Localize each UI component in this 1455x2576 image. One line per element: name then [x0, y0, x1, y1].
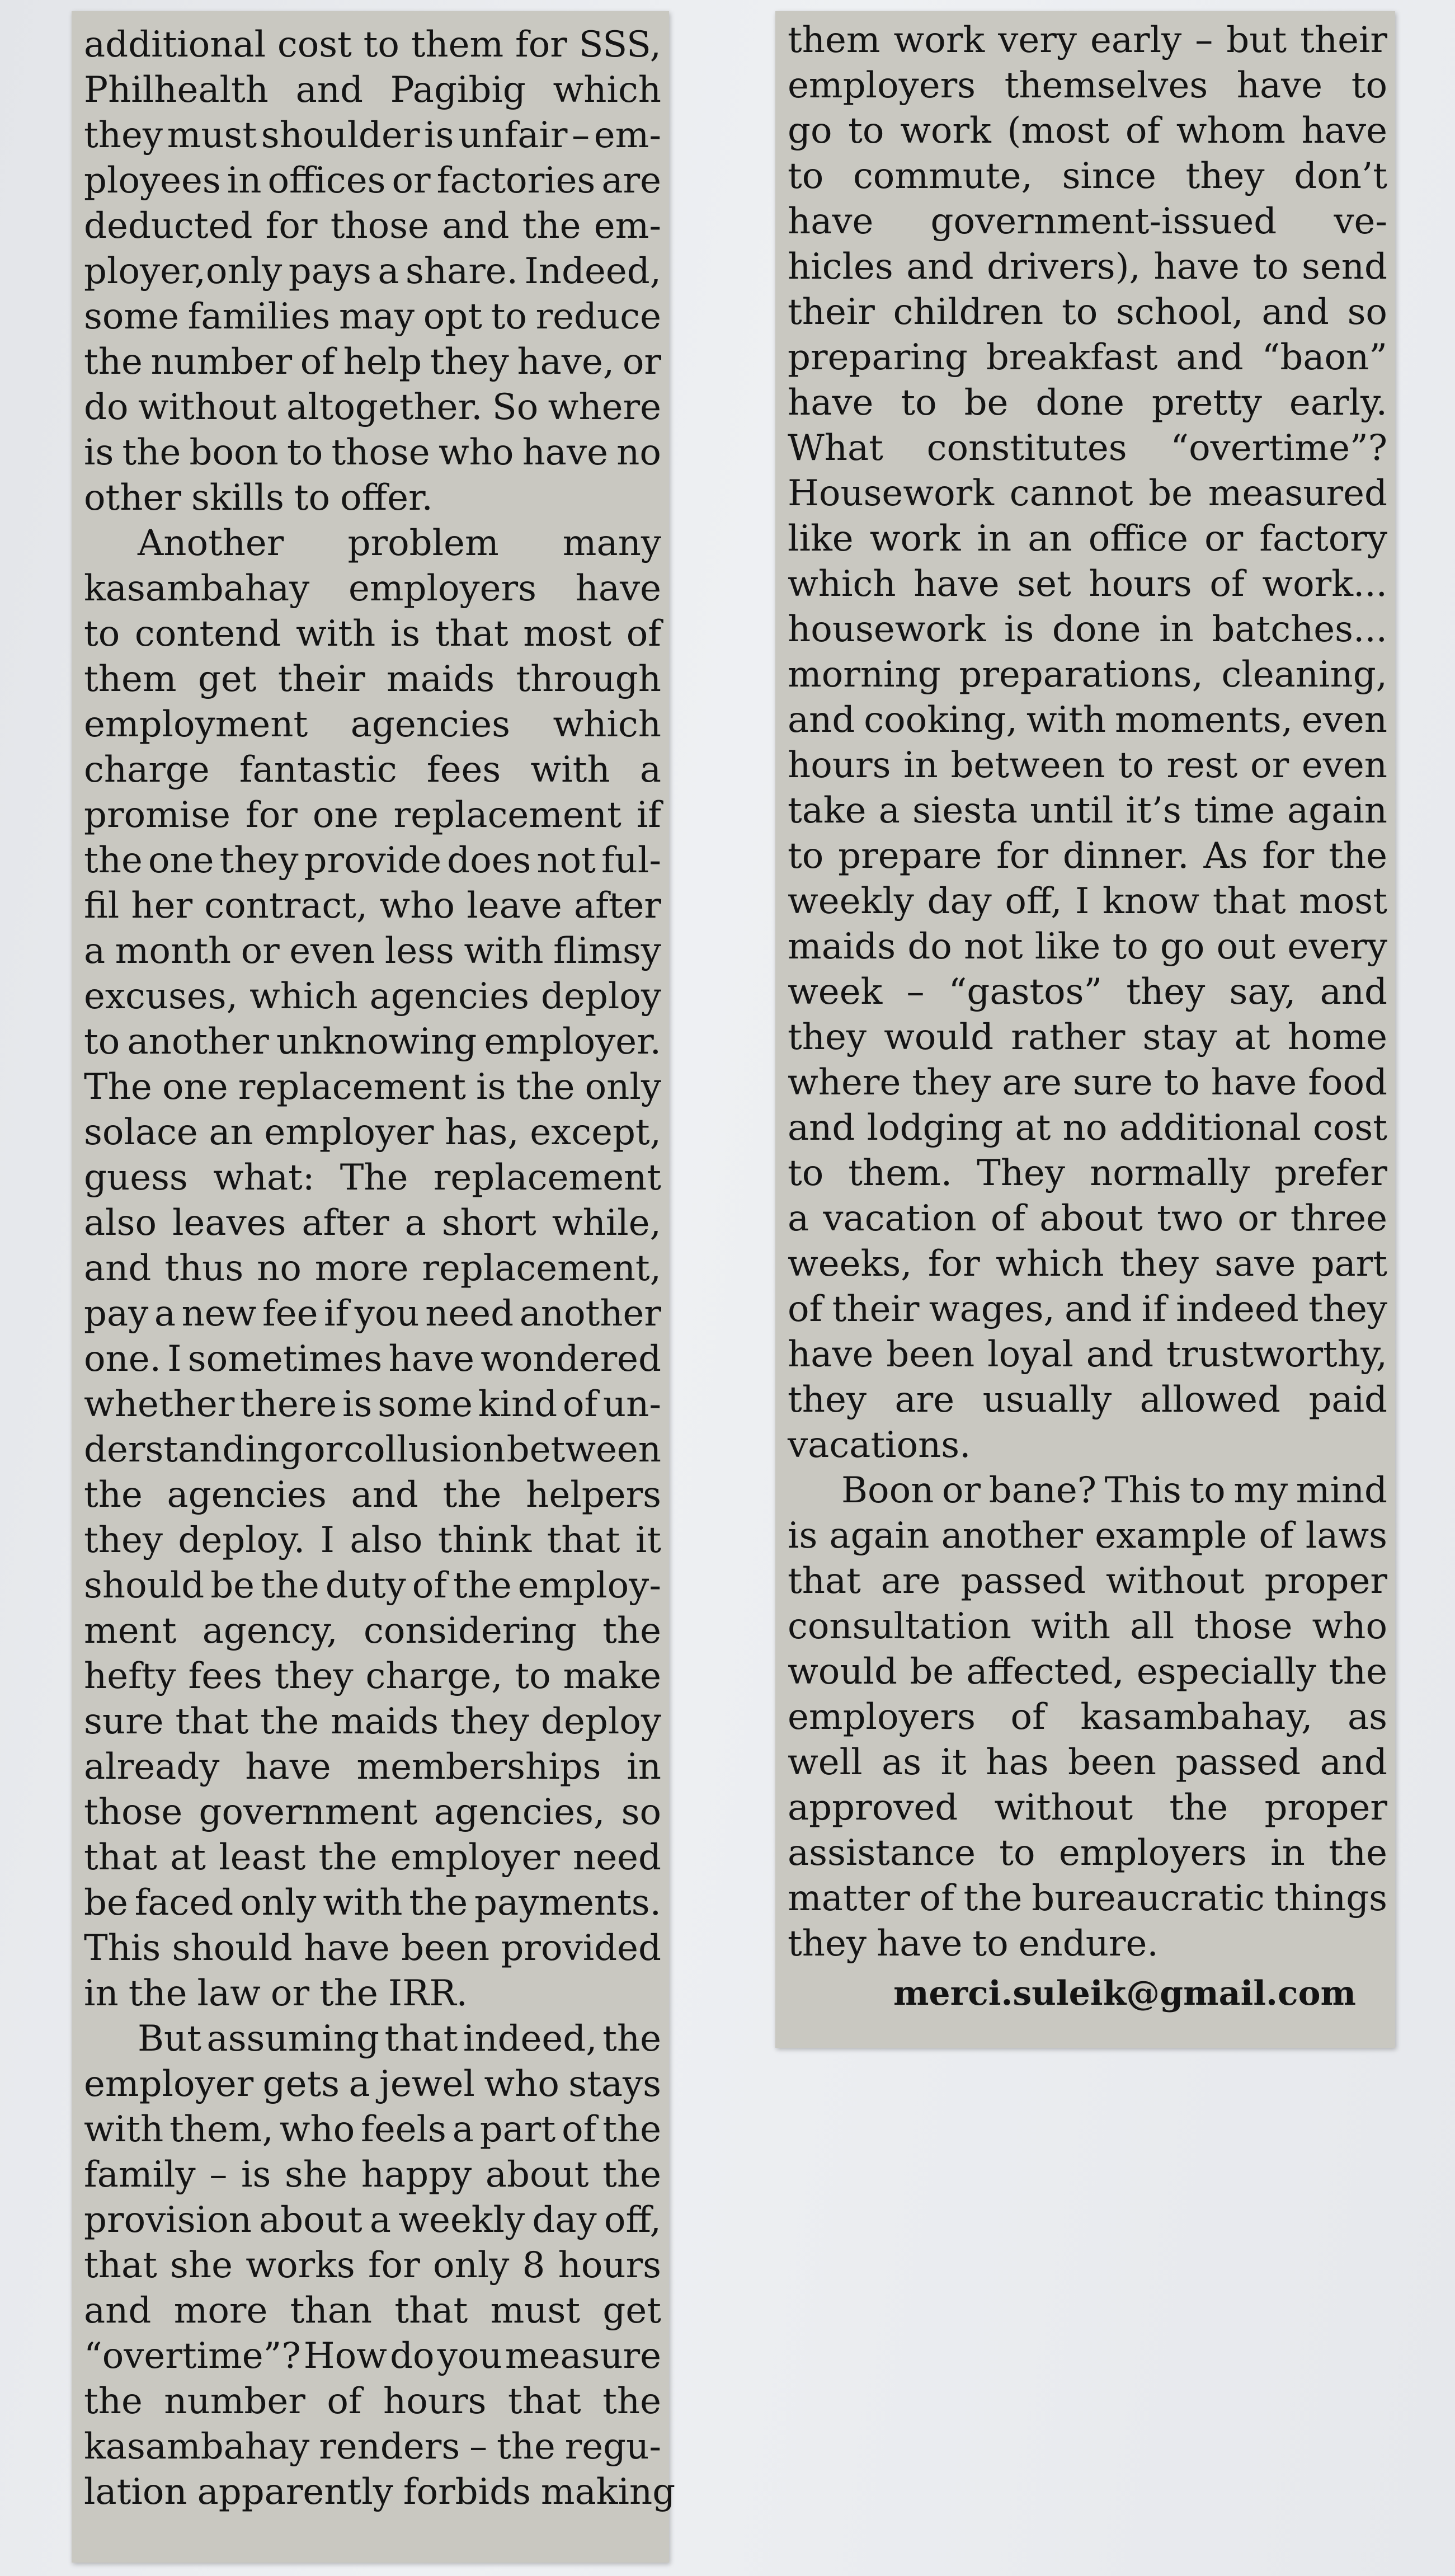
text-line: they are usually allowed paid [788, 1379, 1387, 1421]
text-line: vacations. [788, 1425, 971, 1466]
text-line: ployer,only pays a share. Indeed, [84, 251, 661, 292]
right-column-text [788, 18, 1387, 1967]
text-line: that at least the employer need [84, 1837, 661, 1878]
text-line: and thus no more replacement, [84, 1248, 661, 1289]
text-line: additional cost to them for SSS, [84, 24, 661, 65]
text-line: housework is done in batches... [788, 609, 1387, 650]
text-line: and lodging at no additional cost [788, 1107, 1387, 1149]
text-line: they must shoulder is unfair – em- [84, 115, 661, 156]
paragraph [788, 18, 1387, 1468]
text-line: the one they provide does not ful- [84, 840, 661, 881]
text-line: sure that the maids they deploy [84, 1701, 661, 1742]
text-line: with them, who feels a part of the [84, 2109, 661, 2150]
text-line: have government-issued ve- [788, 201, 1387, 242]
text-line: promise for one replacement if [84, 795, 661, 836]
text-line: well as it has been passed and [788, 1742, 1387, 1783]
text-line: and cooking, with moments, even [788, 699, 1387, 741]
text-line: whether there is some kind of un- [84, 1384, 661, 1425]
text-line: do without altogether. So where [84, 387, 661, 428]
text-line: have been loyal and trustworthy, [788, 1334, 1387, 1375]
text-line: maids do not like to go out every [788, 926, 1387, 967]
text-line: a vacation of about two or three [788, 1198, 1387, 1239]
text-line: What constitutes “overtime”? [788, 427, 1387, 469]
text-line: that she works for only 8 hours [84, 2245, 661, 2286]
text-line: provision about a weekly day off, [84, 2199, 661, 2241]
text-line: deducted for those and the em- [84, 205, 661, 247]
text-line: go to work (most of whom have [788, 110, 1387, 152]
text-line: family – is she happy about the [84, 2154, 661, 2196]
text-line: to them. They normally prefer [788, 1153, 1387, 1194]
text-line: of their wages, and if indeed they [788, 1289, 1387, 1330]
text-line: ment agency, considering the [84, 1610, 661, 1652]
text-line: the agencies and the helpers [84, 1474, 661, 1516]
text-line: to commute, since they don’t [788, 156, 1387, 197]
text-line: and more than that must get [84, 2290, 661, 2331]
text-line: some families may opt to reduce [84, 296, 661, 337]
text-line: consultation with all those who [788, 1606, 1387, 1647]
text-line: those government agencies, so [84, 1792, 661, 1833]
text-line: hefty fees they charge, to make [84, 1656, 661, 1697]
text-line: have to be done pretty early. [788, 382, 1387, 424]
text-line: hours in between to rest or even [788, 745, 1387, 786]
text-line: charge fantastic fees with a [84, 749, 661, 791]
text-line: them get their maids through [84, 659, 661, 700]
text-line: already have memberships in [84, 1746, 661, 1788]
text-line: morning preparations, cleaning, [788, 654, 1387, 695]
text-line: excuses, which agencies deploy [84, 976, 661, 1017]
text-line: should be the duty of the employ- [84, 1565, 661, 1606]
text-line: Boon or bane? This to my mind [841, 1470, 1387, 1511]
text-line: them work very early – but their [788, 20, 1387, 61]
text-line: The one replacement is the only [84, 1066, 661, 1108]
text-line: they would rather stay at home [788, 1017, 1387, 1058]
text-line: where they are sure to have food [788, 1062, 1387, 1103]
text-line: is again another example of laws [788, 1515, 1387, 1557]
text-line: weeks, for which they save part [788, 1243, 1387, 1285]
text-line: their children to school, and so [788, 292, 1387, 333]
text-line: Housework cannot be measured [788, 473, 1387, 514]
newspaper-clipping-left-column [72, 11, 676, 2563]
paragraph [84, 521, 661, 2016]
text-line: fil her contract, who leave after [84, 885, 661, 927]
text-line: Philhealth and Pagibig which [84, 69, 661, 111]
text-line: lation apparently forbids making [84, 2471, 676, 2513]
text-line: ployees in offices or factories are [84, 160, 661, 201]
text-line: derstanding or collusion between [84, 1429, 661, 1470]
text-line: matter of the bureaucratic things [788, 1878, 1387, 1919]
text-line: kasambahay employers have [84, 568, 661, 609]
text-line: which have set hours of work... [788, 563, 1387, 605]
text-line: But assuming that indeed, the [138, 2018, 661, 2060]
left-column-text [84, 22, 676, 2515]
text-line: employment agencies which [84, 704, 661, 745]
text-line: to prepare for dinner. As for the [788, 835, 1387, 877]
text-line: employers of kasambahay, as [788, 1696, 1387, 1738]
text-line: is the boon to those who have no [84, 432, 661, 473]
paragraph [788, 1468, 1387, 1967]
text-line: employer gets a jewel who stays [84, 2063, 661, 2105]
text-line: hicles and drivers), have to send [788, 246, 1387, 288]
text-line: solace an employer has, except, [84, 1112, 661, 1153]
newspaper-clipping-right-column [775, 11, 1395, 2048]
text-line: assistance to employers in the [788, 1832, 1387, 1874]
text-line: This should have been provided [84, 1928, 661, 1969]
text-line: preparing breakfast and “baon” [788, 337, 1387, 378]
text-line: guess what: The replacement [84, 1157, 661, 1198]
text-line: employers themselves have to [788, 65, 1387, 106]
text-line: they have to endure. [788, 1923, 1159, 1964]
text-line: that are passed without proper [788, 1560, 1387, 1602]
text-line: like work in an office or factory [788, 518, 1387, 560]
text-line: one. I sometimes have wondered [84, 1338, 661, 1380]
text-line: kasambahay renders – the regu- [84, 2426, 661, 2467]
text-line: other skills to offer. [84, 477, 433, 519]
paragraph [84, 22, 661, 521]
text-line: the number of hours that the [84, 2381, 661, 2422]
text-line: a month or even less with flimsy [84, 930, 661, 972]
text-line: “overtime”? How do you measure [84, 2335, 661, 2377]
text-line: take a siesta until it’s time again [788, 790, 1387, 831]
text-line: week – “gastos” they say, and [788, 971, 1387, 1013]
text-line: they deploy. I also think that it [84, 1520, 661, 1561]
text-line: also leaves after a short while, [84, 1202, 661, 1244]
text-line: to contend with is that most of [84, 613, 661, 655]
text-line: to another unknowing employer. [84, 1021, 661, 1063]
text-line: be faced only with the payments. [84, 1882, 661, 1924]
text-line: weekly day off, I know that most [788, 881, 1387, 922]
text-line: the number of help they have, or [84, 341, 661, 383]
text-line: pay a new fee if you need another [84, 1293, 661, 1334]
text-line: in the law or the IRR. [84, 1973, 468, 2014]
paragraph [84, 2016, 676, 2515]
text-line: approved without the proper [788, 1787, 1387, 1828]
author-email: merci.suleik@gmail.com [893, 1974, 1356, 2013]
text-line: Another problem many [138, 523, 661, 564]
text-line: would be affected, especially the [788, 1651, 1387, 1693]
